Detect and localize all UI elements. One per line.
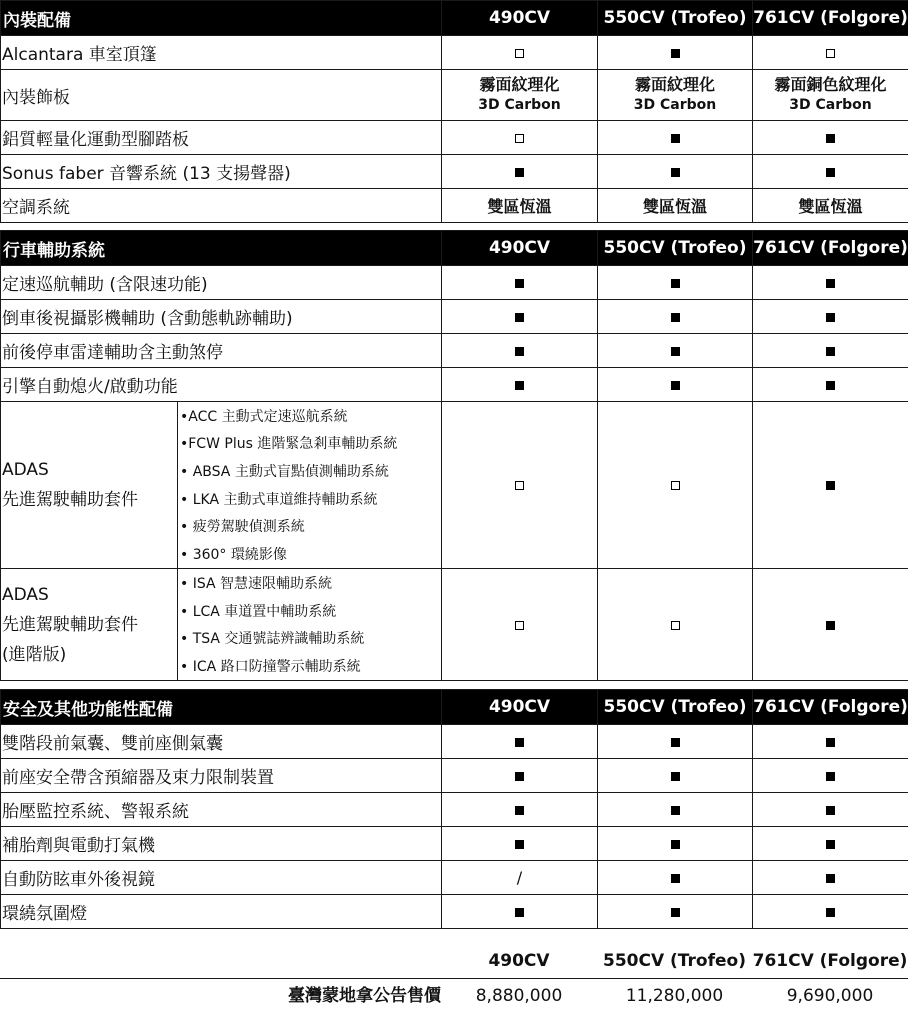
value-cell (753, 300, 908, 334)
value-cell (598, 70, 753, 121)
standard-mark-icon (515, 806, 524, 815)
value-cell (442, 895, 598, 929)
adas-feature: •FCW Plus 進階緊急剎車輔助系統 (180, 433, 441, 453)
row-label: Alcantara 車室頂篷 (1, 36, 442, 70)
spec-row (1, 70, 908, 121)
value-cell: 雙區恆溫 (753, 189, 908, 223)
value-cell (753, 70, 908, 121)
standard-mark-icon (826, 840, 835, 849)
optional-mark-icon (515, 481, 524, 490)
adas-label (1, 402, 178, 568)
optional-mark-icon (515, 134, 524, 143)
row-label: 倒車後視攝影機輔助 (含動態軌跡輔助) (1, 300, 442, 334)
row-label: 前座安全帶含預縮器及束力限制裝置 (1, 759, 442, 793)
value-cell (442, 793, 598, 827)
value-cell (753, 121, 908, 155)
value-cell (753, 759, 908, 793)
row-label: 自動防眩車外後視鏡 (1, 861, 442, 895)
standard-mark-icon (826, 738, 835, 747)
row-label: 環繞氛圍燈 (1, 895, 442, 929)
standard-mark-icon (515, 908, 524, 917)
value-cell (598, 759, 753, 793)
value-cell (753, 861, 908, 895)
row-label: 空調系統 (1, 189, 442, 223)
value-cell (753, 334, 908, 368)
adas-row (1, 402, 908, 569)
adas-label-line: ADAS (2, 455, 177, 485)
section-title: 行車輔助系統 (1, 231, 442, 266)
adas-feature: • ICA 路口防撞警示輔助系統 (180, 656, 441, 676)
standard-mark-icon (515, 738, 524, 747)
value-cell (598, 300, 753, 334)
adas-feature: • 疲勞駕駛偵測系統 (180, 516, 441, 536)
spec-row (1, 155, 908, 189)
spec-row (1, 861, 908, 895)
model-header: 550CV (Trofeo) (598, 231, 753, 266)
price-490: 8,880,000 (441, 979, 597, 1013)
value-cell (442, 300, 598, 334)
adas-label (1, 569, 178, 680)
standard-mark-icon (826, 874, 835, 883)
row-label: 內裝飾板 (1, 70, 442, 121)
standard-mark-icon (671, 874, 680, 883)
value-cell (442, 759, 598, 793)
trim-finish: 霧面銅色紋理化 (753, 75, 908, 95)
not-available-mark: / (517, 868, 522, 887)
standard-mark-icon (671, 908, 680, 917)
price-header (0, 944, 908, 979)
standard-mark-icon (671, 840, 680, 849)
value-cell (598, 334, 753, 368)
adas-label-line: 先進駕駛輔助套件 (2, 485, 177, 515)
model-header: 550CV (Trofeo) (598, 690, 753, 725)
row-label: 引擎自動熄火/啟動功能 (1, 368, 442, 402)
model-header: 490CV (442, 231, 598, 266)
value-cell (442, 569, 598, 681)
standard-mark-icon (826, 908, 835, 917)
value-cell (753, 402, 908, 569)
value-cell (442, 368, 598, 402)
adas-label-line: (進階版) (2, 640, 177, 670)
standard-mark-icon (671, 772, 680, 781)
standard-mark-icon (826, 168, 835, 177)
value-cell (598, 725, 753, 759)
adas-cell (1, 402, 442, 569)
spec-row (1, 895, 908, 929)
value-cell (442, 402, 598, 569)
spec-row (1, 759, 908, 793)
adas-label-line: 先進駕駛輔助套件 (2, 610, 177, 640)
interior-equipment-table (0, 0, 908, 223)
row-label: 補胎劑與電動打氣機 (1, 827, 442, 861)
trim-material: 3D Carbon (598, 95, 752, 115)
value-cell (442, 36, 598, 70)
spec-row (1, 189, 908, 223)
standard-mark-icon (515, 279, 524, 288)
driving-assistance-table (0, 230, 908, 681)
adas-feature: • ISA 智慧速限輔助系統 (180, 573, 441, 593)
trim-finish: 霧面紋理化 (598, 75, 752, 95)
adas-feature: • ABSA 主動式盲點偵測輔助系統 (180, 461, 441, 481)
model-header: 550CV (Trofeo) (598, 1, 753, 36)
value-cell (442, 121, 598, 155)
standard-mark-icon (826, 621, 835, 630)
standard-mark-icon (826, 279, 835, 288)
standard-mark-icon (826, 134, 835, 143)
price-model-490: 490CV (441, 944, 597, 978)
value-cell (753, 155, 908, 189)
value-cell (598, 895, 753, 929)
standard-mark-icon (671, 279, 680, 288)
price-550: 11,280,000 (597, 979, 752, 1013)
standard-mark-icon (515, 772, 524, 781)
model-header: 761CV (Folgore) (753, 690, 908, 725)
section-header-row (1, 1, 908, 36)
spec-row (1, 725, 908, 759)
optional-mark-icon (515, 49, 524, 58)
value-cell (753, 266, 908, 300)
value-cell (598, 121, 753, 155)
standard-mark-icon (671, 347, 680, 356)
optional-mark-icon (671, 481, 680, 490)
adas-feature-list (178, 569, 441, 680)
standard-mark-icon (515, 313, 524, 322)
value-cell (753, 36, 908, 70)
section-title: 內裝配備 (1, 1, 442, 36)
optional-mark-icon (671, 621, 680, 630)
row-label: 鋁質輕量化運動型腳踏板 (1, 121, 442, 155)
adas-cell (1, 569, 442, 681)
standard-mark-icon (671, 168, 680, 177)
row-label: 胎壓監控系統、警報系統 (1, 793, 442, 827)
standard-mark-icon (826, 806, 835, 815)
model-header: 761CV (Folgore) (753, 1, 908, 36)
standard-mark-icon (515, 840, 524, 849)
standard-mark-icon (671, 381, 680, 390)
price-model-550: 550CV (Trofeo) (597, 944, 752, 978)
value-cell (598, 155, 753, 189)
value-cell (753, 827, 908, 861)
price-model-761: 761CV (Folgore) (752, 944, 908, 978)
value-cell (598, 861, 753, 895)
standard-mark-icon (826, 381, 835, 390)
standard-mark-icon (515, 168, 524, 177)
row-label: 前後停車雷達輔助含主動煞停 (1, 334, 442, 368)
adas-feature: •ACC 主動式定速巡航系統 (180, 406, 441, 426)
standard-mark-icon (671, 49, 680, 58)
value-cell (753, 895, 908, 929)
adas-feature: • TSA 交通號誌辨識輔助系統 (180, 628, 441, 648)
adas-label-line: ADAS (2, 580, 177, 610)
value-cell (598, 569, 753, 681)
model-header: 490CV (442, 690, 598, 725)
value-cell (598, 402, 753, 569)
section-header-row (1, 690, 908, 725)
spec-row (1, 300, 908, 334)
price-label: 臺灣蒙地拿公告售價 (0, 979, 441, 1013)
spec-row (1, 368, 908, 402)
value-cell (598, 368, 753, 402)
standard-mark-icon (671, 738, 680, 747)
spec-row (1, 266, 908, 300)
optional-mark-icon (826, 49, 835, 58)
standard-mark-icon (826, 347, 835, 356)
standard-mark-icon (671, 134, 680, 143)
section-header-row (1, 231, 908, 266)
value-cell (442, 861, 598, 895)
adas-feature-list (178, 402, 441, 568)
standard-mark-icon (826, 313, 835, 322)
standard-mark-icon (671, 313, 680, 322)
model-header: 761CV (Folgore) (753, 231, 908, 266)
trim-material: 3D Carbon (753, 95, 908, 115)
value-cell (442, 827, 598, 861)
trim-material: 3D Carbon (442, 95, 597, 115)
standard-mark-icon (515, 381, 524, 390)
adas-row (1, 569, 908, 681)
safety-equipment-table (0, 689, 908, 929)
value-cell (598, 266, 753, 300)
optional-mark-icon (515, 621, 524, 630)
value-cell (753, 725, 908, 759)
standard-mark-icon (671, 806, 680, 815)
standard-mark-icon (826, 481, 835, 490)
trim-finish: 霧面紋理化 (442, 75, 597, 95)
spec-row (1, 827, 908, 861)
value-cell (442, 155, 598, 189)
standard-mark-icon (515, 347, 524, 356)
value-cell: 雙區恆溫 (442, 189, 598, 223)
adas-feature: • LKA 主動式車道維持輔助系統 (180, 489, 441, 509)
value-cell (442, 334, 598, 368)
value-cell (753, 569, 908, 681)
spec-row (1, 36, 908, 70)
adas-feature: • 360° 環繞影像 (180, 544, 441, 564)
standard-mark-icon (826, 772, 835, 781)
adas-feature: • LCA 車道置中輔助系統 (180, 601, 441, 621)
row-label: 雙階段前氣囊、雙前座側氣囊 (1, 725, 442, 759)
value-cell (442, 70, 598, 121)
price-761: 9,690,000 (752, 979, 908, 1013)
value-cell (753, 368, 908, 402)
spec-row (1, 334, 908, 368)
price-row (0, 979, 908, 1013)
section-title: 安全及其他功能性配備 (1, 690, 442, 725)
value-cell (442, 725, 598, 759)
row-label: Sonus faber 音響系統 (13 支揚聲器) (1, 155, 442, 189)
value-cell (753, 793, 908, 827)
value-cell (598, 36, 753, 70)
value-cell (598, 827, 753, 861)
model-header: 490CV (442, 1, 598, 36)
spec-row (1, 793, 908, 827)
row-label: 定速巡航輔助 (含限速功能) (1, 266, 442, 300)
value-cell (598, 793, 753, 827)
spec-row (1, 121, 908, 155)
value-cell: 雙區恆溫 (598, 189, 753, 223)
value-cell (442, 266, 598, 300)
